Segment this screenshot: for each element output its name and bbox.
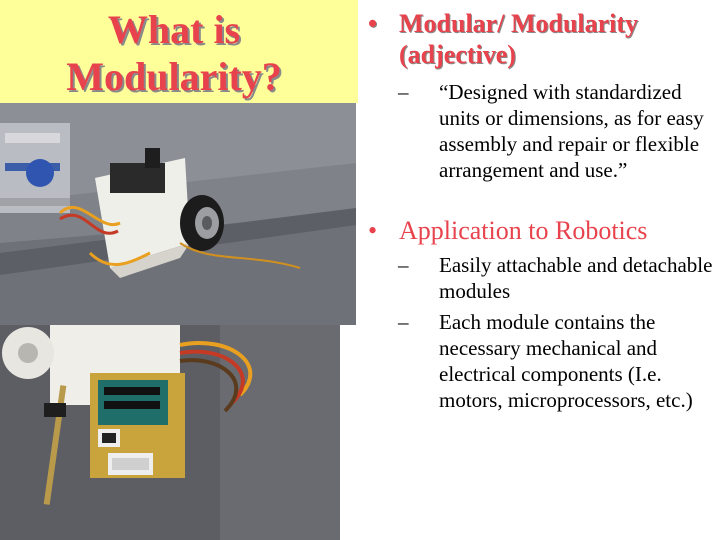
attachable-text: Easily attachable and detachable modules [439, 253, 713, 303]
title-box [0, 0, 358, 103]
title-line-2: Modularity? [66, 54, 282, 99]
definition-text: “Designed with standardized units or dimensions, as for easy assembly and repair or flexible arrangement and use.” [439, 80, 704, 182]
dash-marker: – [398, 80, 409, 104]
module-contents-text: Each module contains the necessary mechanical and electrical components (I.e. motors, microprocessors, etc.) [439, 310, 693, 412]
title-line-1: What is [107, 7, 241, 52]
bullet-application-text: Application to Robotics [399, 216, 648, 245]
bullet-application [368, 215, 716, 246]
slide-title [14, 6, 334, 100]
bullet-marker: • [368, 9, 378, 38]
sub-bullet-definition [398, 79, 718, 183]
robot-on-table-photo [0, 103, 356, 325]
bullet-modularity-text: Modular/ Modularity (adjective) [399, 9, 639, 69]
sub-bullet-attachable [398, 252, 718, 304]
dash-marker: – [398, 253, 409, 277]
sub-bullet-module-contents [398, 309, 718, 413]
bullet-modularity [368, 8, 716, 70]
bullet-marker: • [368, 216, 378, 245]
circuit-board-module-photo [0, 325, 340, 540]
dash-marker: – [398, 310, 409, 334]
